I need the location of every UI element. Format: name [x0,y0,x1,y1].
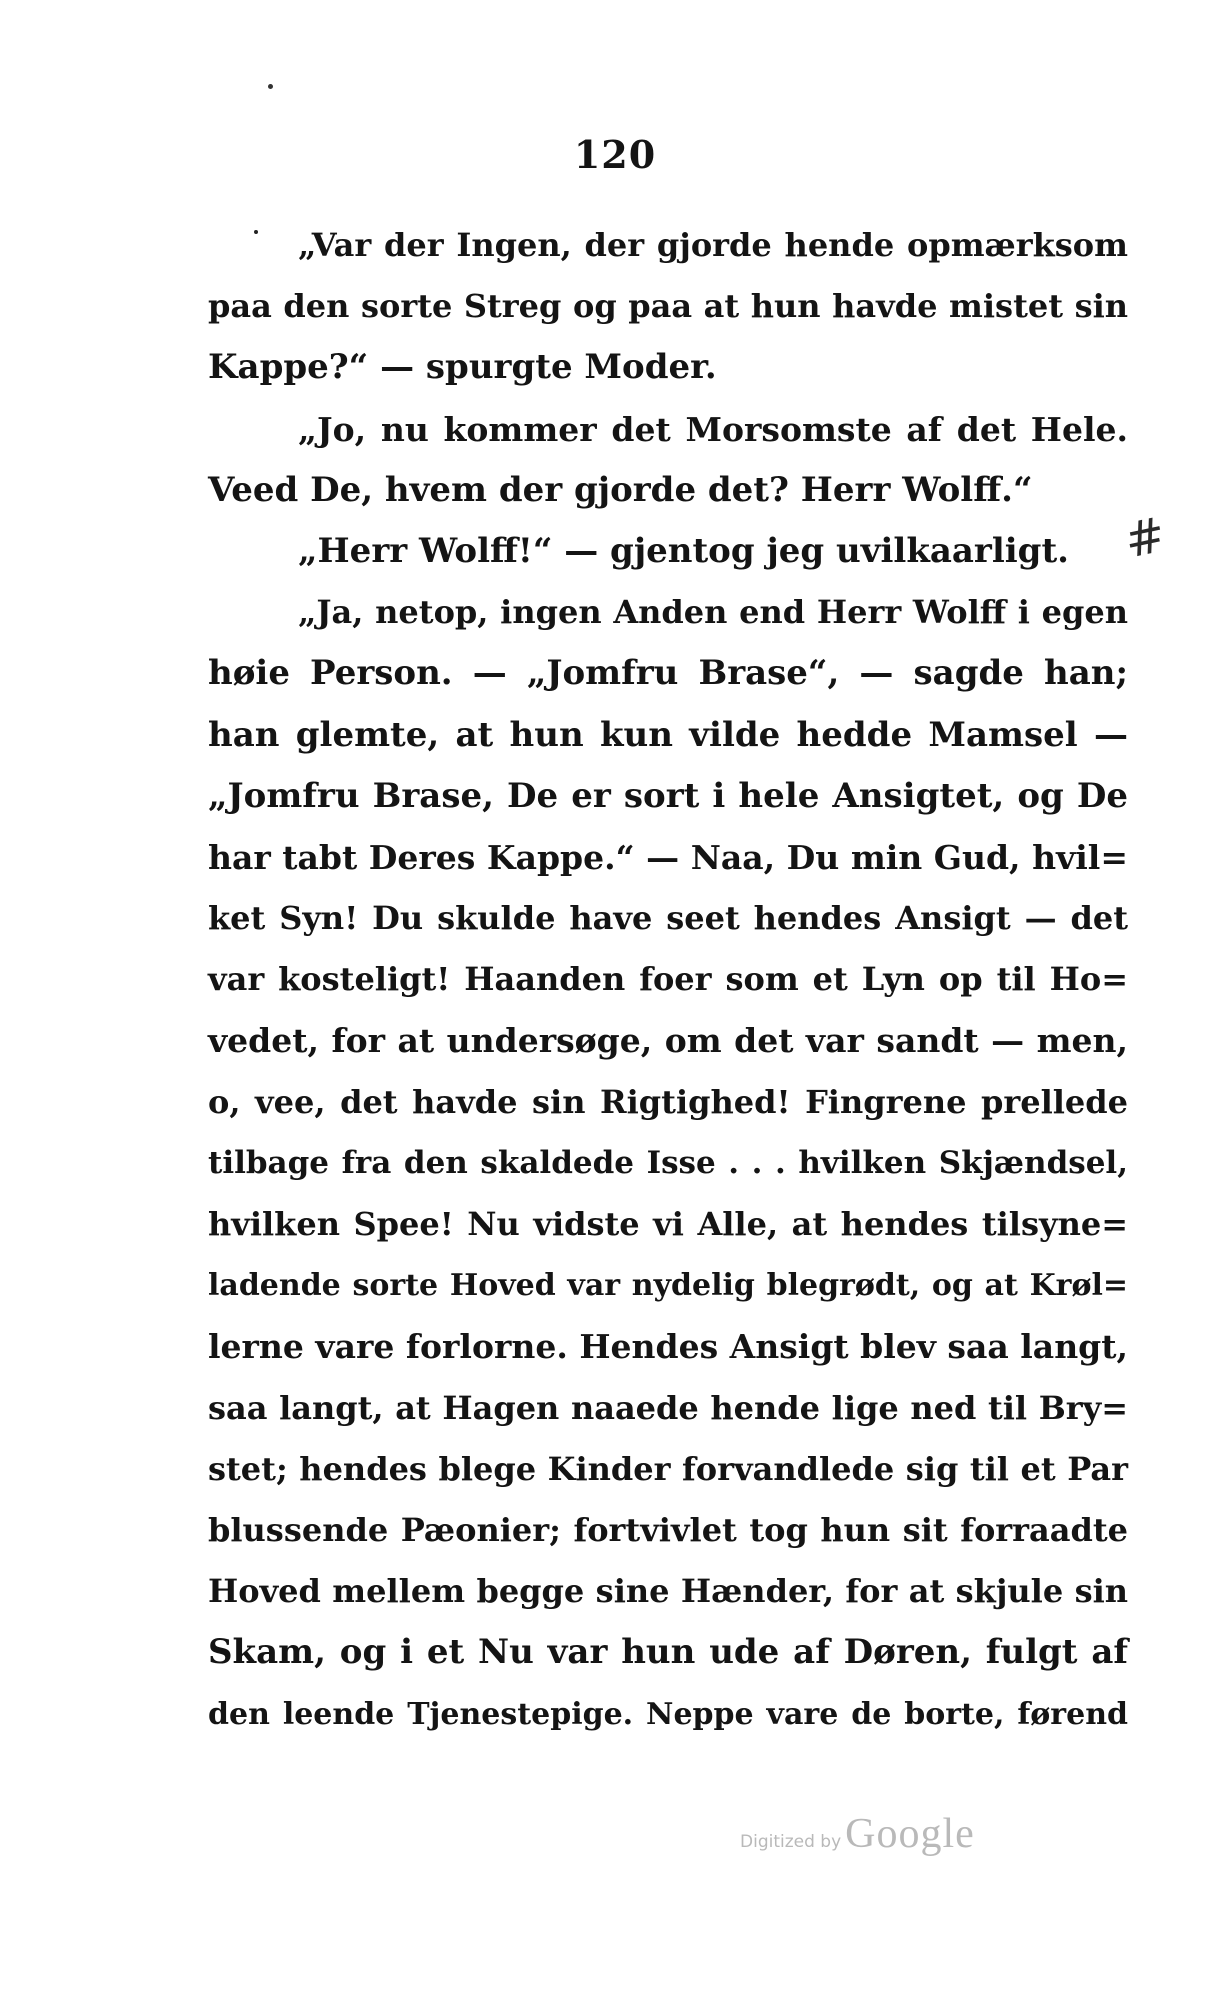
text-line: Hoved mellem begge sine Hænder, for at skjule sin [208,1572,1128,1611]
text-line: o, vee, det havde sin Rigtighed! Fingrene prellede [208,1082,1128,1121]
text-line: lerne vare forlorne. Hendes Ansigt blev saa langt, [208,1327,1128,1367]
text-line: saa langt, at Hagen naaede hende lige ned til Bry= [208,1388,1128,1427]
text-line: „Herr Wolff!“ — gjentog jeg uvilkaarligt. [298,530,1069,571]
text-line: høie Person. — „Jomfru Brase“, — sagde han; [208,653,1128,694]
text-line: „Jomfru Brase, De er sort i hele Ansigtet, og De [208,775,1128,816]
text-line: blussende Pæonier; fortvivlet tog hun sit forraadte [208,1510,1128,1549]
body-text [208,215,1128,1745]
text-line: Kappe?“ — spurgte Moder. [208,347,717,388]
digitization-watermark [740,1810,975,1858]
text-line: vedet, for at undersøge, om det var sandt — men, [208,1021,1128,1061]
text-line: Skam, og i et Nu var hun ude af Døren, fulgt af [208,1632,1128,1673]
watermark-brand: Google [845,1811,975,1857]
text-line: hvilken Spee! Nu vidste vi Alle, at hendes tilsyne= [208,1205,1128,1243]
text-line: stet; hendes blege Kinder forvandlede sig til et Par [208,1449,1128,1488]
text-line: „Var der Ingen, der gjorde hende opmærksom [298,226,1128,264]
watermark-prefix: Digitized by [740,1832,842,1852]
page-number: 120 [573,132,657,177]
margin-annotation-mark: # [1119,506,1171,570]
text-line: han glemte, at hun kun vilde hedde Mamsel — [208,714,1128,755]
text-line: tilbage fra den skaldede Isse . . . hvilken Skjændsel, [208,1144,1128,1181]
text-line: „Jo, nu kommer det Morsomste af det Hele. [298,409,1128,449]
text-line: Veed De, hvem der gjorde det? Herr Wolff.“ [208,469,1033,510]
text-line: paa den sorte Streg og paa at hun havde mistet sin [208,287,1128,326]
stray-ink-mark [268,84,273,89]
text-line: den leende Tjenestepige. Neppe vare de borte, førend [208,1696,1128,1732]
text-line: ket Syn! Du skulde have seet hendes Ansigt — det [208,899,1128,938]
text-line: har tabt Deres Kappe.“ — Naa, Du min Gud, hvil= [208,837,1128,877]
text-line: var kosteligt! Haanden foer som et Lyn op til Ho= [208,960,1128,999]
text-line: ladende sorte Hoved var nydelig blegrødt, og at Krøl= [208,1268,1128,1304]
text-line: „Ja, netop, ingen Anden end Herr Wolff i egen [298,593,1128,632]
